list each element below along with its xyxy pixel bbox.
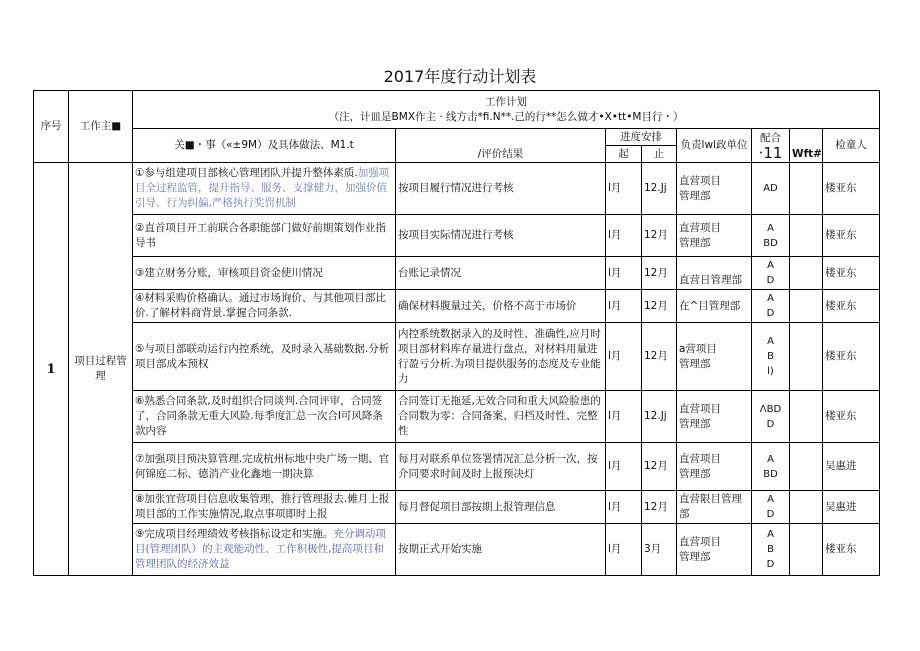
group-name: 项目过程管理 <box>69 163 133 576</box>
work-item-text: 加强项目全过程监管，提升指导、服务、支撑健力，加强价值引导、行为纠偏,严格执行奖罚机制 <box>135 167 390 209</box>
cooperate-dept: A D <box>752 290 790 323</box>
header-row-1 <box>34 91 880 129</box>
key-items-header: 关■・事（«±9M）及具体做法、M1.t <box>133 129 396 163</box>
end-month: 12.Jj <box>642 163 677 215</box>
evaluation-cell: 按项目履行情况进行考核 <box>396 163 606 215</box>
responsible-unit: 直营项目 管理部 <box>677 163 752 215</box>
start-month: l月 <box>606 215 642 257</box>
evaluation-cell: 确保材料腹量过关，价格不高于市场价 <box>396 290 606 323</box>
work-item-text: ③建立财务分账，审核项目资金使川情况 <box>135 266 323 279</box>
end-month: 12月 <box>642 290 677 323</box>
table-row <box>34 163 880 215</box>
wft-cell <box>790 524 823 576</box>
main-work-header: 工作主■ <box>69 91 133 163</box>
inspector-name: 楼亚东 <box>823 524 880 576</box>
cooperate-dept: A D <box>752 257 790 290</box>
work-item <box>133 323 396 391</box>
header-row-2 <box>34 129 880 146</box>
work-item-text: ②直首项目开工前联合各职能部门做好前期策划作业指导书 <box>135 221 386 249</box>
responsible-header: 负责lwl政单位 <box>677 129 752 163</box>
responsible-unit: 直营日管理部 <box>677 257 752 290</box>
cooperate-dept: A BD <box>752 215 790 257</box>
wft-cell <box>790 391 823 443</box>
table-row <box>34 215 880 257</box>
table-row <box>34 257 880 290</box>
work-item <box>133 163 396 215</box>
plan-header <box>133 91 880 129</box>
cooperate-dept: AD <box>752 163 790 215</box>
inspector-name: 楼亚东 <box>823 215 880 257</box>
evaluation-cell: 合同签订无拖延,无效合同和重大风险脸患的合同数为零：合同备案、归档及时性、完整性 <box>396 391 606 443</box>
responsible-unit: 在^目管理部 <box>677 290 752 323</box>
inspector-name: 楼亚东 <box>823 290 880 323</box>
start-month: l月 <box>606 163 642 215</box>
work-item-text: ⑦加强项目预决算管理.完成杭州标地中央广场一期、官何锦庭二标、德消产业化鑫地一期决算 <box>135 452 390 480</box>
page-title: 2017年度行动计划表 <box>383 67 537 86</box>
inspector-name: 楼亚东 <box>823 257 880 290</box>
end-month: 12月 <box>642 257 677 290</box>
table-row <box>34 290 880 323</box>
start-month: l月 <box>606 257 642 290</box>
cooperate-dept: A D <box>752 491 790 524</box>
inspector-header: 检童人 <box>823 129 880 163</box>
responsible-unit: 直营项目 管理部 <box>677 443 752 491</box>
inspector-name: 楼亚东 <box>823 391 880 443</box>
end-header: 止 <box>642 146 677 163</box>
evaluation-cell: 按期正式开始实施 <box>396 524 606 576</box>
wft-cell <box>790 290 823 323</box>
start-month: l月 <box>606 491 642 524</box>
wft-cell <box>790 215 823 257</box>
end-month: 12月 <box>642 443 677 491</box>
cooperate-dept: A B D <box>752 524 790 576</box>
start-month: l月 <box>606 290 642 323</box>
table-row <box>34 323 880 391</box>
table-row <box>34 491 880 524</box>
cooperate-label: 配合 <box>760 131 781 144</box>
work-item-text: 充分调动项目(管理团队）的主观能动性、工作积极性,提高项目和管理团队的经济效益 <box>135 528 386 570</box>
group-seq: 1 <box>34 163 69 576</box>
cooperate-dept: A BD <box>752 443 790 491</box>
wft-cell <box>790 163 823 215</box>
work-item <box>133 491 396 524</box>
inspector-name: 楼亚东 <box>823 323 880 391</box>
start-month: l月 <box>606 443 642 491</box>
cooperate-header <box>752 129 790 163</box>
wft-cell <box>790 323 823 391</box>
cooperate-label-2: ·11 <box>758 143 783 162</box>
start-header: 起 <box>606 146 642 163</box>
work-item <box>133 524 396 576</box>
work-item <box>133 443 396 491</box>
end-month: 12.Jj <box>642 391 677 443</box>
start-month: l月 <box>606 391 642 443</box>
evaluation-cell: 台账记录情况 <box>396 257 606 290</box>
responsible-unit: 直营项目 管理部 <box>677 524 752 576</box>
end-month: 12月 <box>642 491 677 524</box>
seq-header: 序号 <box>34 91 69 163</box>
cooperate-dept: ΛBD D <box>752 391 790 443</box>
work-item <box>133 290 396 323</box>
work-item <box>133 257 396 290</box>
inspector-name: 吴惠进 <box>823 443 880 491</box>
wft-cell <box>790 257 823 290</box>
work-item-text: ⑧加张宜营项目信息收集管理，推行管理报去.傩月上报项目部的工作实施情况,取点事项即时上报 <box>135 493 390 520</box>
evaluation-header: /评价结果 <box>396 129 606 163</box>
responsible-unit: 直营项目 管理部 <box>677 391 752 443</box>
inspector-name: 楼亚东 <box>823 163 880 215</box>
evaluation-cell: 每月督促项目部按期上报管理信息 <box>396 491 606 524</box>
plan-label: 工作计划 <box>485 95 528 108</box>
work-item <box>133 391 396 443</box>
responsible-unit: 直营项目 管理部 <box>677 215 752 257</box>
end-month: 3月 <box>642 524 677 576</box>
work-item <box>133 215 396 257</box>
end-month: 12月 <box>642 215 677 257</box>
schedule-header: 进度安排 <box>606 129 677 146</box>
evaluation-cell: 按项目实际情况进行考核 <box>396 215 606 257</box>
wft-cell <box>790 491 823 524</box>
responsible-unit: 直营限目管理 部 <box>677 491 752 524</box>
evaluation-cell: 内控系统数据录入的及时性、准确性,应月时项目部材料库存量进行盘点，对材料用量进行盈亏分析.为项目提供服务的态度及专业能力 <box>396 323 606 391</box>
responsible-unit: a营项目 管理部 <box>677 323 752 391</box>
start-month: l月 <box>606 524 642 576</box>
wft-cell <box>790 443 823 491</box>
work-item-text: ⑤与项目部联动运行内控系统，及时录入基础数据.分析项目部成本预权 <box>135 342 390 370</box>
start-month: l月 <box>606 323 642 391</box>
work-item-text: ⑨完成项目经理绩效考核指标设定和实施。 <box>135 528 334 540</box>
cooperate-dept: A B l) <box>752 323 790 391</box>
work-item-text: ④材料采购价格确认。通过市场询价、与其他项目部比价.了解材料商背景.掌握合同条款. <box>135 292 386 319</box>
wft-header: Wft# <box>790 129 823 163</box>
table-row <box>34 443 880 491</box>
action-plan-table <box>33 90 880 576</box>
table-row <box>34 524 880 576</box>
work-item-text: ⑥熟悉合同条款,及时组织合同谈判.合同评审，合同签了，合同条款无重大风险.每季度汇总一次合I可风降条款内容 <box>135 395 383 437</box>
table-row <box>34 391 880 443</box>
work-item-text: ①参与组建项目部核心管理团队并提升整体素质. <box>135 167 358 179</box>
plan-note: （注，计皿是BMX作主 · 线方击*fi.N**.己的行**怎么做才•X•tt•M目行・） <box>328 110 684 123</box>
inspector-name: 吴惠进 <box>823 491 880 524</box>
evaluation-cell: 每月对联系单位签署情况汇总分析一次，按介同要求时间及时上报预决灯 <box>396 443 606 491</box>
end-month: 12月 <box>642 323 677 391</box>
